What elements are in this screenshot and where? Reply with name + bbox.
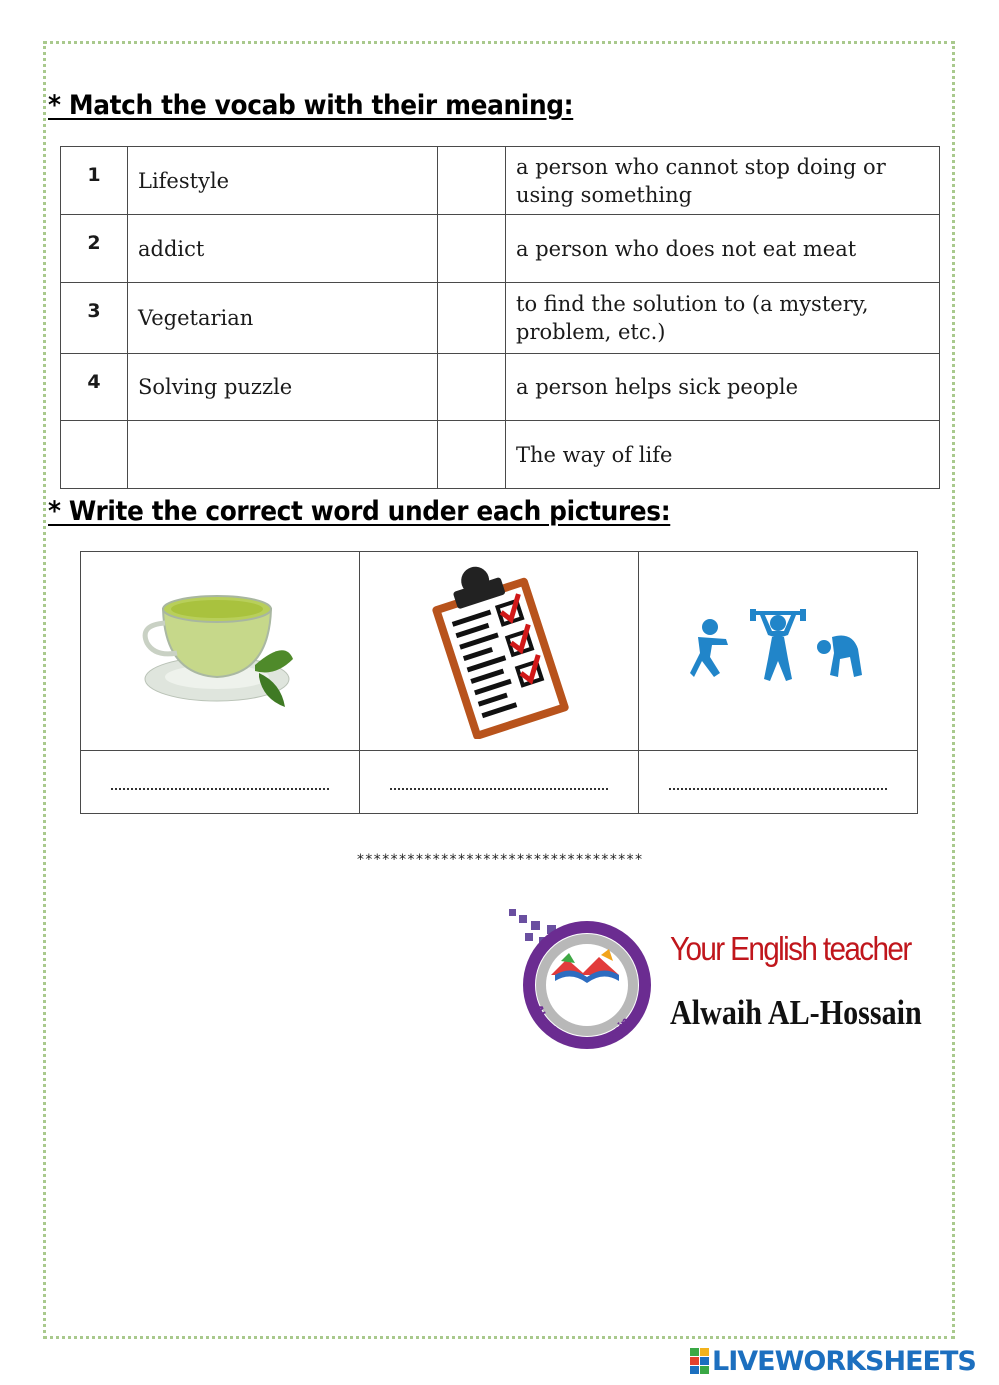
- write-heading: * Write the correct word under each pictures:: [48, 496, 671, 527]
- table-row: [61, 147, 940, 215]
- answer-cell[interactable]: [639, 751, 918, 814]
- answer-blank[interactable]: [438, 215, 506, 283]
- separator: **********************************: [356, 852, 643, 868]
- picture-row: [81, 552, 918, 751]
- table-row: [61, 421, 940, 489]
- liveworksheets-logo-icon: [690, 1348, 710, 1374]
- table-row: [61, 215, 940, 283]
- answer-line[interactable]: [390, 788, 608, 790]
- answer-cell[interactable]: [360, 751, 639, 814]
- match-heading: * Match the vocab with their meaning:: [48, 90, 574, 121]
- answer-blank[interactable]: [438, 283, 506, 354]
- teacher-logo: [505, 903, 660, 1053]
- meaning-text: to find the solution to (a mystery, problem, etc.): [506, 283, 940, 354]
- table-row: [61, 354, 940, 421]
- answer-blank[interactable]: [438, 421, 506, 489]
- answer-blank[interactable]: [438, 354, 506, 421]
- picture-cell: [81, 552, 360, 751]
- answer-cell[interactable]: [81, 751, 360, 814]
- teacher-label: Your English teacher: [670, 930, 911, 967]
- vocab-word: Solving puzzle: [128, 354, 438, 421]
- meaning-text: The way of life: [506, 421, 940, 489]
- pictures-table: [80, 551, 918, 814]
- teacher-name: Alwaih AL-Hossain: [670, 993, 922, 1032]
- vocab-word: addict: [128, 215, 438, 283]
- logo-text: Alwaih J. Al-Hossain: [531, 1002, 633, 1050]
- meaning-text: a person who cannot stop doing or using something: [506, 147, 940, 215]
- table-row: [61, 283, 940, 354]
- row-number: 2: [61, 215, 128, 283]
- picture-cell: [639, 552, 918, 751]
- answer-line[interactable]: [111, 788, 329, 790]
- match-table: [60, 146, 940, 489]
- vocab-word: Vegetarian: [128, 283, 438, 354]
- answer-line[interactable]: [669, 788, 887, 790]
- green-tea-cup-icon: [135, 579, 305, 719]
- exercise-figures-icon: [688, 609, 868, 689]
- row-number: 4: [61, 354, 128, 421]
- liveworksheets-brand[interactable]: [690, 1344, 976, 1378]
- checklist-clipboard-icon: [424, 559, 574, 739]
- row-number: [61, 421, 128, 489]
- answer-blank[interactable]: [438, 147, 506, 215]
- meaning-text: a person who does not eat meat: [506, 215, 940, 283]
- brand-text: LIVEWORKSHEETS: [712, 1345, 976, 1377]
- meaning-text: a person helps sick people: [506, 354, 940, 421]
- row-number: 1: [61, 147, 128, 215]
- vocab-word: [128, 421, 438, 489]
- picture-cell: [360, 552, 639, 751]
- vocab-word: Lifestyle: [128, 147, 438, 215]
- row-number: 3: [61, 283, 128, 354]
- answer-row: [81, 751, 918, 814]
